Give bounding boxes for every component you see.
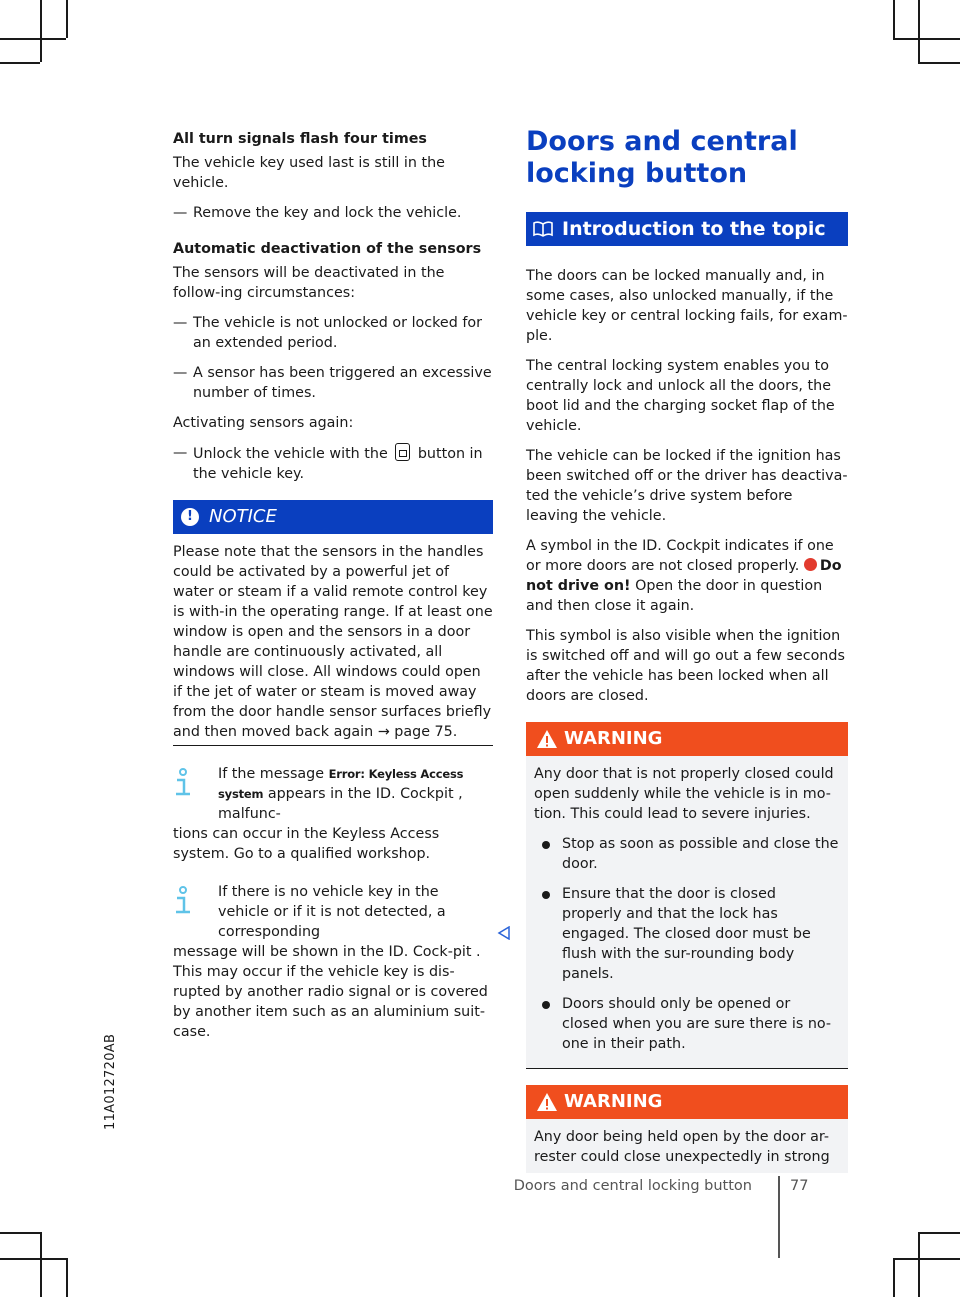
- crop-mark: [0, 1258, 66, 1260]
- intro-para-5: This symbol is also visible when the ignition is switched off and will go out a few seconds after the vehicle has been locked when all doors are closed.: [526, 628, 845, 704]
- tip1-text-a: If the message: [218, 766, 325, 782]
- warning-text: Any door being held open by the door ar-rester could close unexpectedly in strong: [534, 1129, 830, 1165]
- notice-icon: !: [181, 508, 199, 526]
- notice-text: Please note that the sensors in the handles could be activated by a powerful jet of water or steam if a valid remote control key is with-in the operating range. If at least one window is open and the sensors in a door handle are continuously activated, all windows will close. All windows could open if the jet of water or steam is moved away from the door handle sensor surfaces briefly and then moved back again: [173, 544, 493, 740]
- tip1-message: Error: Keyless Access system: [218, 767, 464, 801]
- crop-mark: [66, 1258, 68, 1297]
- crop-mark: [0, 62, 40, 64]
- footer-section-title: Doors and central locking button: [513, 1178, 752, 1194]
- tip2-text-a: If there is no vehicle key in the vehicle or if it is not detected, a corresponding: [218, 884, 446, 940]
- tip-1: [173, 764, 493, 864]
- flash-heading: All turn signals flash four times: [173, 131, 427, 147]
- activate-step-b: button in the vehicle key.: [193, 446, 483, 482]
- do-not-drive: Do not drive on!: [526, 558, 842, 594]
- crop-mark: [893, 38, 960, 40]
- warning-icon: [536, 1092, 558, 1112]
- topic-title: Introduction to the topic: [562, 218, 826, 240]
- auto-heading: Automatic deactivation of the sensors: [173, 241, 482, 257]
- crop-mark: [0, 38, 66, 40]
- flash-text: The vehicle key used last is still in the vehicle.: [173, 155, 445, 191]
- topic-header: [526, 212, 848, 246]
- warning-icon: [536, 729, 558, 749]
- warning-item: Stop as soon as possible and close the door.: [534, 834, 840, 874]
- crop-mark: [0, 1232, 40, 1234]
- crop-mark: [40, 0, 42, 62]
- warning-box-1: [526, 722, 848, 1069]
- crop-mark: [40, 1232, 42, 1297]
- warning-header: [526, 722, 848, 756]
- intro-para-4: [526, 536, 848, 616]
- page-number: 77: [790, 1178, 809, 1194]
- info-tip-icon: [173, 768, 193, 798]
- tip1-text-b: appears in the ID. Cockpit , malfunc-: [218, 786, 463, 822]
- unlock-key-icon: [395, 443, 410, 461]
- tip1-text-c: tions can occur in the Keyless Access system. Go to a qualified workshop.: [173, 826, 440, 862]
- warning-title: WARNING: [564, 1091, 663, 1112]
- crop-mark: [893, 0, 895, 38]
- warning-title: WARNING: [564, 728, 663, 749]
- warning-item: Doors should only be opened or closed when you are sure there is no-one in their path.: [534, 994, 840, 1054]
- crop-mark: [893, 1258, 895, 1297]
- intro-para-3: The vehicle can be locked if the ignition has been switched off or the driver has deactiva-ted the vehicle’s drive system before leaving the vehicle.: [526, 448, 848, 524]
- auto-item: — The vehicle is not unlocked or locked for an extended period.: [173, 313, 493, 353]
- page-title: Doors and central locking button: [526, 126, 798, 189]
- activate-step-a: Unlock the vehicle with the: [193, 446, 388, 462]
- door-warning-icon: [804, 558, 817, 571]
- notice-body: [173, 542, 493, 746]
- continue-arrow-icon: [497, 926, 511, 940]
- activate-step: [173, 443, 493, 484]
- tip2-text-b: message will be shown in the ID. Cock-pit . This may occur if the vehicle key is dis-rupted by another radio signal or is covered by another item such as an aluminium suit-case.: [173, 944, 488, 1040]
- activate-label: Activating sensors again:: [173, 415, 354, 431]
- para4-text-a: A symbol in the ID. Cockpit indicates if one or more doors are not closed properly.: [526, 538, 834, 574]
- notice-page-ref[interactable]: → page 75.: [377, 724, 458, 740]
- auto-item: — A sensor has been triggered an excessive number of times.: [173, 363, 493, 403]
- tip-2: [173, 882, 493, 1042]
- crop-mark: [918, 1232, 960, 1234]
- intro-para-1: The doors can be locked manually and, in some cases, also unlocked manually, if the vehicle key or central locking fails, for exam-ple.: [526, 268, 848, 344]
- footer-divider: [778, 1176, 780, 1258]
- crop-mark: [918, 0, 920, 62]
- warning-item: Ensure that the door is closed properly and that the lock has engaged. The closed door must be flush with the sur-rounding body panels.: [534, 884, 840, 984]
- left-column: [173, 129, 493, 1042]
- crop-mark: [893, 1258, 960, 1260]
- para4-text-b: Open the door in question and then close it again.: [526, 578, 823, 614]
- warning-box-2: [526, 1085, 848, 1173]
- book-icon: [532, 220, 554, 238]
- notice-title: NOTICE: [209, 506, 277, 527]
- document-code: 11A012720AB: [103, 1033, 118, 1130]
- crop-mark: [918, 62, 960, 64]
- crop-mark: [66, 0, 68, 38]
- right-column: [526, 126, 848, 1173]
- warning-text: Any door that is not properly closed could open suddenly while the vehicle is in mo-tion. This could lead to severe injuries.: [534, 766, 834, 822]
- flash-step: — Remove the key and lock the vehicle.: [173, 203, 493, 223]
- notice-header: [173, 500, 493, 534]
- warning-header: [526, 1085, 848, 1119]
- intro-para-2: The central locking system enables you to centrally lock and unlock all the doors, the boot lid and the charging socket flap of the vehicle.: [526, 358, 835, 434]
- info-tip-icon: [173, 886, 193, 916]
- auto-intro: The sensors will be deactivated in the follow-ing circumstances:: [173, 265, 445, 301]
- crop-mark: [918, 1232, 920, 1297]
